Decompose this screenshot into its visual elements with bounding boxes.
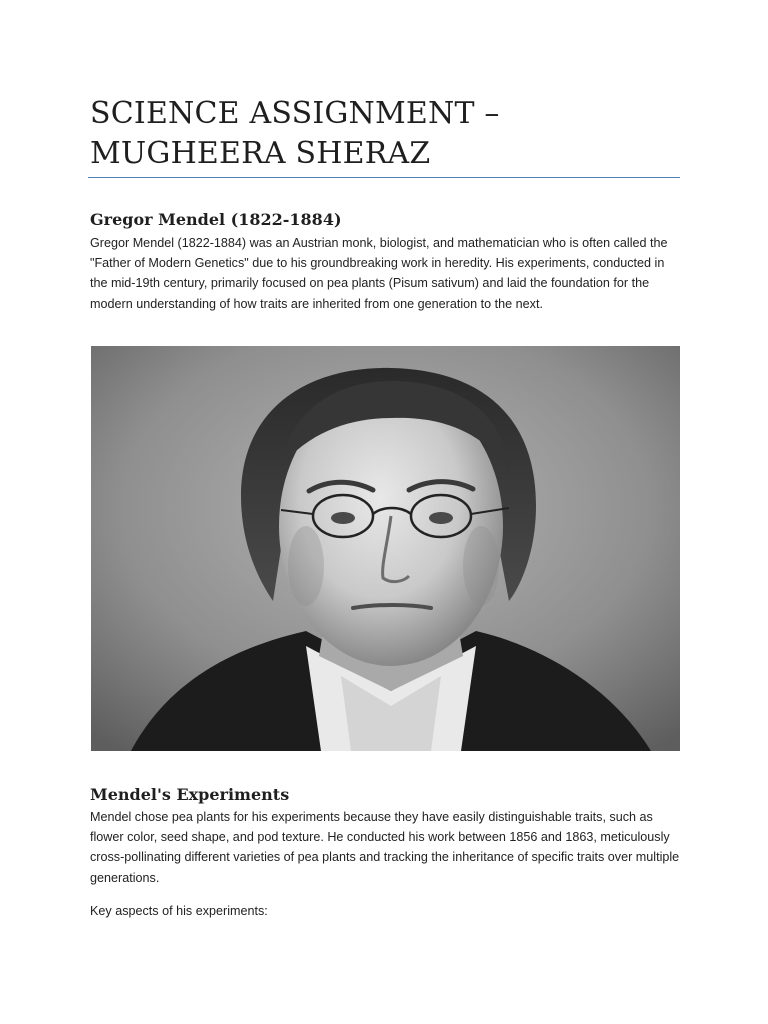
section-heading-experiments: Mendel's Experiments — [90, 785, 290, 804]
document-title: SCIENCE ASSIGNMENT – MUGHEERA SHERAZ — [90, 96, 500, 171]
title-underline — [88, 177, 680, 178]
experiments-paragraph: Mendel chose pea plants for his experiments because they have easily distinguishable traits, such as flower color, seed shape, and pod texture. He conducted his work between 1856 and 1863, meticulously cross-pollinating different varieties of pea plants and tracking the inheritance of specific traits over multiple generations. — [90, 810, 680, 885]
mendel-portrait-image — [91, 346, 680, 751]
key-aspects-line: Key aspects of his experiments: — [90, 904, 268, 918]
section-heading-mendel: Gregor Mendel (1822-1884) — [90, 210, 342, 229]
mendel-intro-paragraph: Gregor Mendel (1822-1884) was an Austrian monk, biologist, and mathematician who is often called the "Father of Modern Genetics" due to his groundbreaking work in heredity. His experiments, conducted in the mid-19th century, primarily focused on pea plants (Pisum sativum) and laid the foundation for the modern understanding of how traits are inherited from one generation to the next. — [90, 236, 668, 311]
